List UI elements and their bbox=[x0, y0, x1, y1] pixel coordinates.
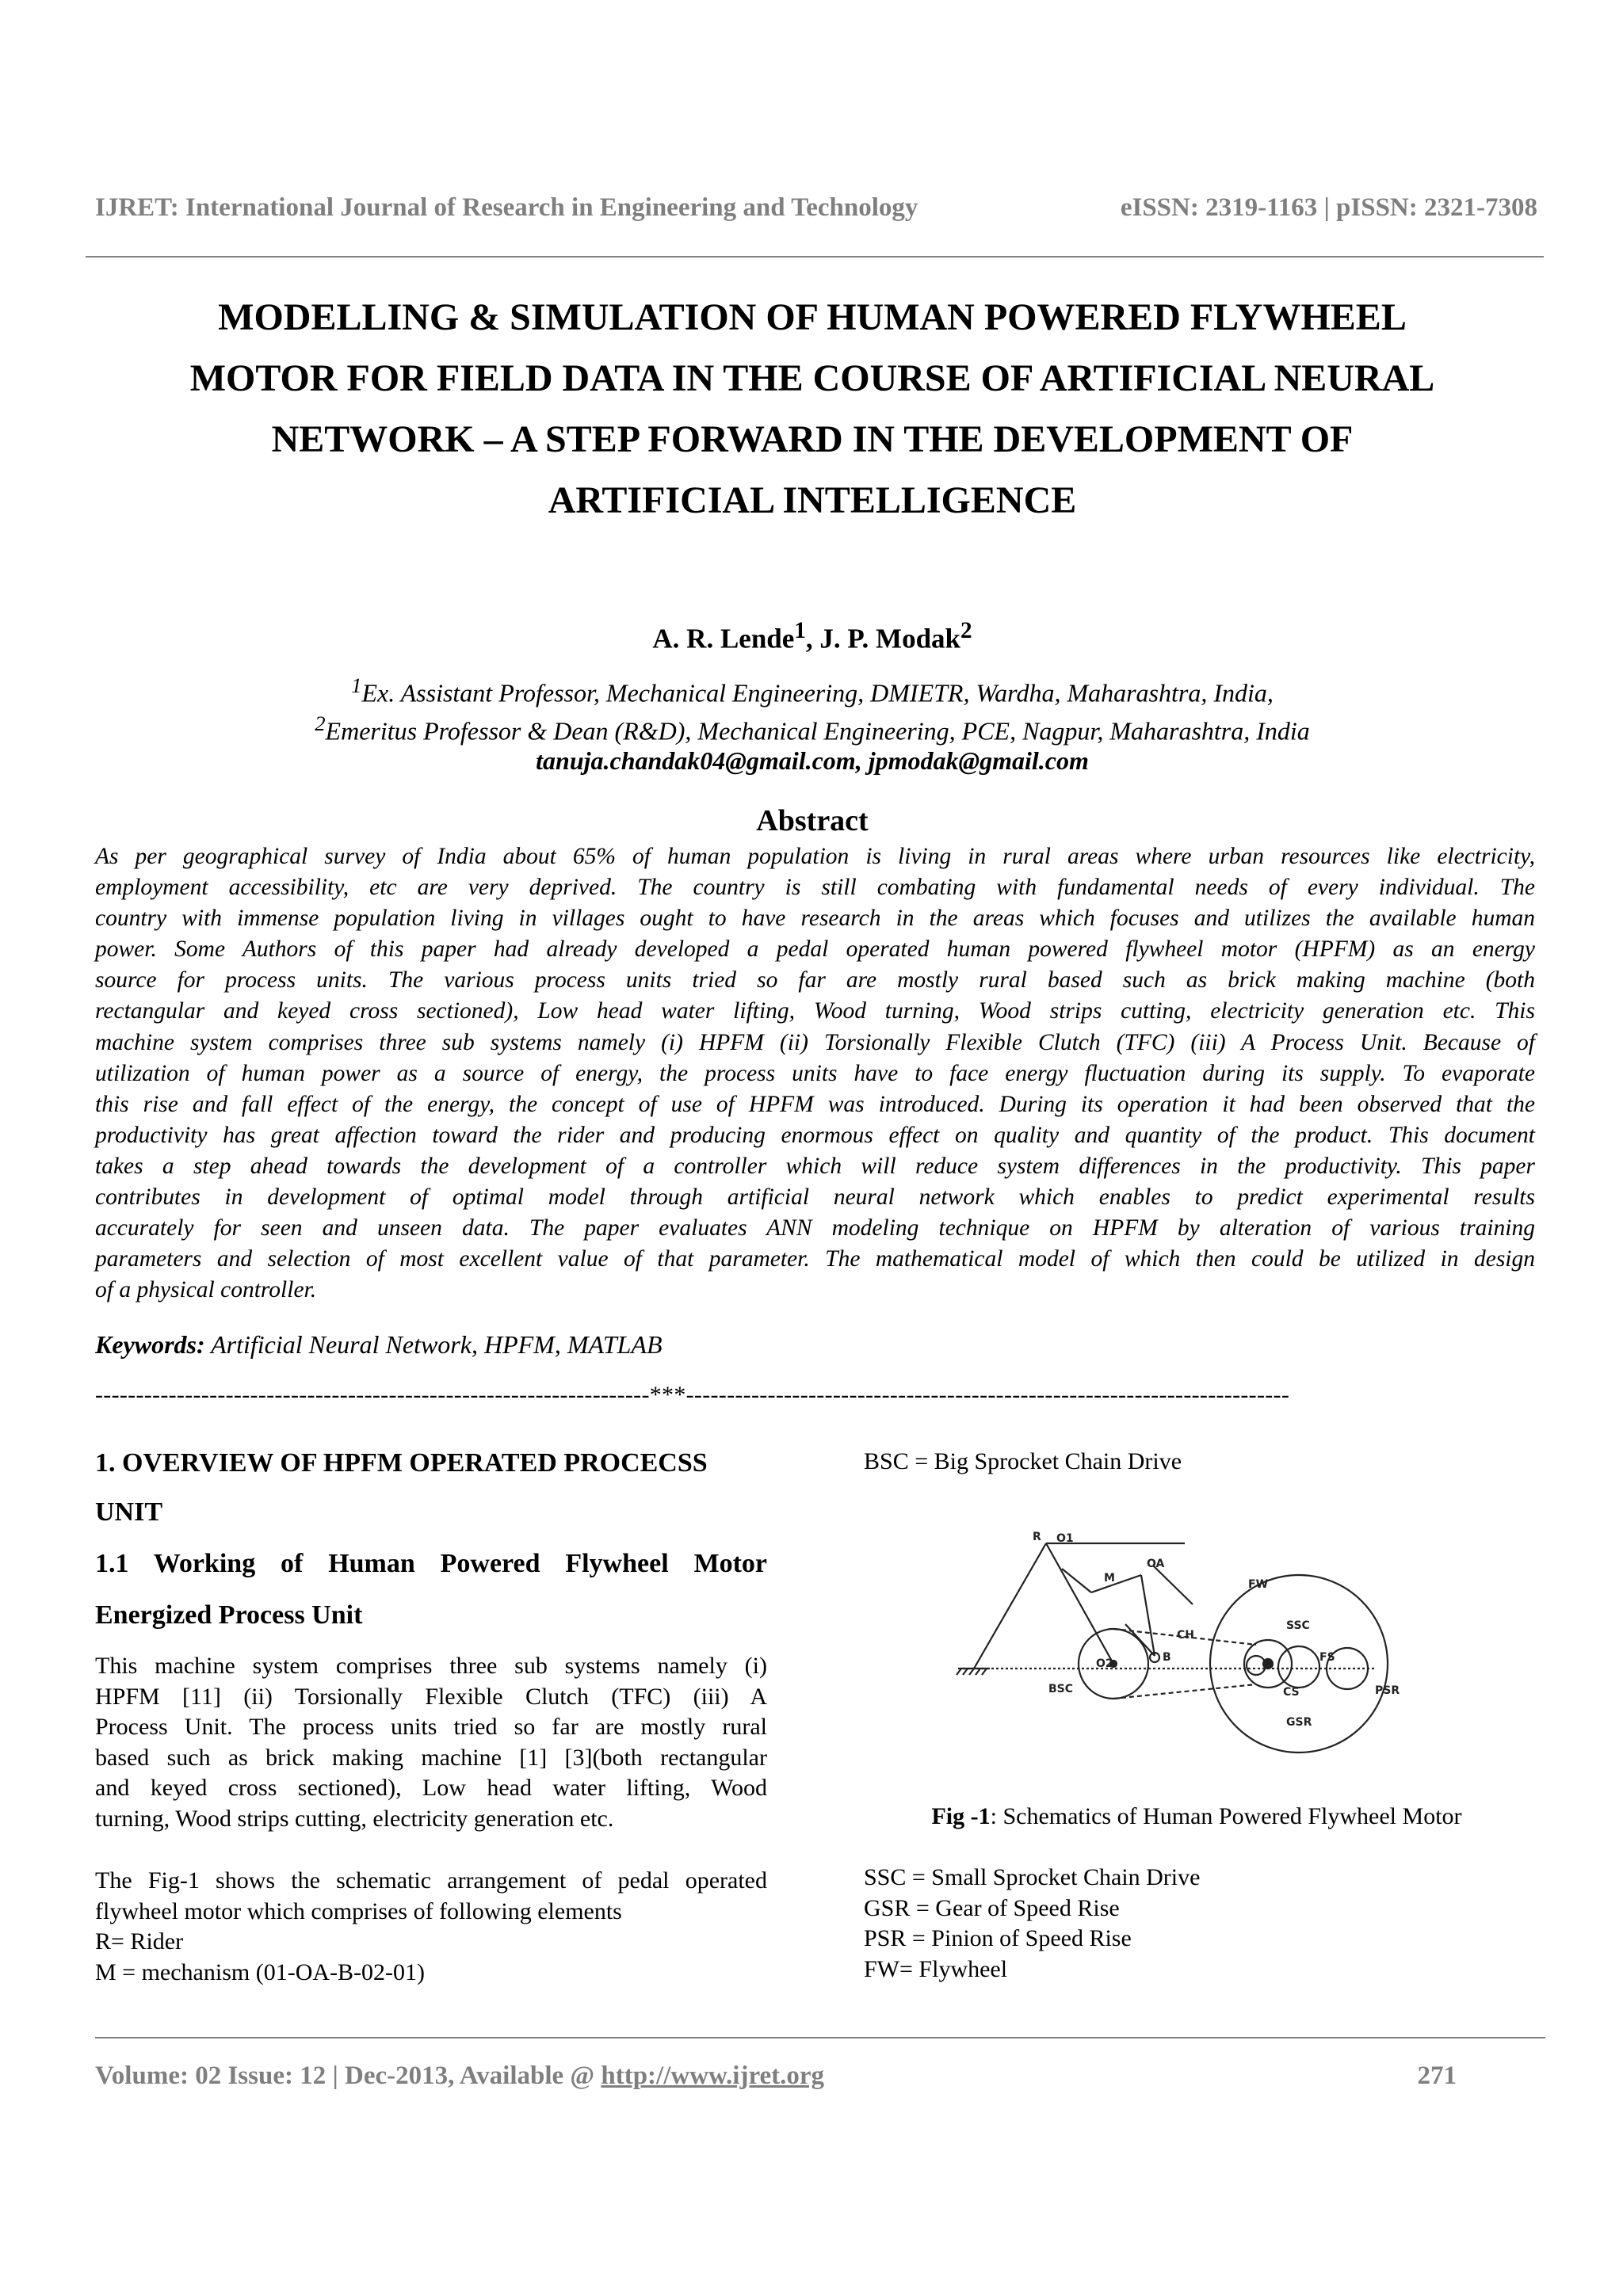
section-heading-cont: UNIT bbox=[95, 1497, 163, 1527]
footer-volume: Volume: 02 Issue: 12 | Dec-2013, Available @ bbox=[95, 2061, 601, 2090]
footer bbox=[95, 2061, 1457, 2091]
header-rule bbox=[86, 256, 1544, 257]
author-name: J. P. Modak bbox=[819, 623, 961, 654]
abstract-heading: Abstract bbox=[756, 804, 869, 837]
bsc-definition: BSC = Big Sprocket Chain Drive bbox=[864, 1448, 1182, 1474]
footer-url-link[interactable]: http://www.ijret.org bbox=[601, 2061, 825, 2090]
paragraph-line: flywheel motor which comprises of following elements bbox=[95, 1897, 622, 1924]
abstract-line: contributes in development of optimal model through artificial neural network which enables to predict experimental results bbox=[95, 1184, 1535, 1211]
author-sup: 2 bbox=[960, 618, 972, 643]
legend-item: FW= Flywheel bbox=[864, 1955, 1008, 1982]
free-sprocket bbox=[1278, 1646, 1319, 1688]
journal-issn: eISSN: 2319-1163 | pISSN: 2321-7308 bbox=[1120, 193, 1537, 222]
paper-title bbox=[87, 287, 1537, 531]
affiliation-line bbox=[87, 670, 1537, 708]
title-line: ARTIFICIAL INTELLIGENCE bbox=[548, 479, 1077, 521]
fig-label-oa: OA bbox=[1147, 1558, 1165, 1570]
ground-hatch bbox=[957, 1669, 990, 1675]
paragraph-line: This machine system comprises three sub systems namely (i) bbox=[95, 1653, 767, 1679]
abstract-line: employment accessibility, etc are very deprived. The country is still combating with fundamental needs of every individual. The bbox=[95, 875, 1535, 901]
affiliation-text: Ex. Assistant Professor, Mechanical Engineering, DMIETR, Wardha, Maharashtra, India, bbox=[361, 678, 1274, 707]
abstract-line: parameters and selection of most excellent value of that parameter. The mathematical model of which then could be utilized in design bbox=[95, 1246, 1535, 1272]
affiliation-sup: 2 bbox=[315, 711, 326, 735]
figure-caption-text: : Schematics of Human Powered Flywheel Motor bbox=[990, 1803, 1462, 1829]
fig-label-bsc: BSC bbox=[1048, 1683, 1074, 1695]
fig-label-r: R bbox=[1033, 1531, 1041, 1543]
paragraph-line: based such as brick making machine [1] [3](both rectangular bbox=[95, 1744, 767, 1771]
frame-member bbox=[1046, 1543, 1113, 1664]
authors bbox=[87, 618, 1537, 655]
paragraph-line: Process Unit. The process units tried so far are mostly rural bbox=[95, 1714, 767, 1740]
abstract-line: accurately for seen and unseen data. The paper evaluates ANN modeling technique on HPFM by alteration of various training bbox=[95, 1215, 1535, 1241]
abstract-line: machine system comprises three sub systems namely (i) HPFM (ii) Torsionally Flexible Clutch (TFC) (iii) A Process Unit. Because of bbox=[95, 1029, 1535, 1055]
keywords-label: Keywords: bbox=[95, 1330, 205, 1359]
fig-label-o1: O1 bbox=[1056, 1532, 1074, 1545]
frame-member bbox=[974, 1543, 1046, 1669]
author-sup: 1 bbox=[794, 618, 806, 643]
section-heading: 1. OVERVIEW OF HPFM OPERATED PROCECSS bbox=[95, 1448, 708, 1478]
subsection-heading-cont: Energized Process Unit bbox=[95, 1600, 363, 1630]
abstract-line: country with immense population living in villages ought to have research in the areas which focuses and utilizes the available human bbox=[95, 906, 1535, 932]
fig-label-ch: CH bbox=[1177, 1629, 1194, 1642]
abstract-line: this rise and fall effect of the energy, the concept of use of HPFM was introduced. During its operation it had been observed that the bbox=[95, 1091, 1535, 1117]
body-paragraph bbox=[95, 1866, 767, 1988]
journal-name: IJRET: International Journal of Research in Engineering and Technology bbox=[95, 193, 918, 222]
mechanism-link bbox=[1091, 1575, 1141, 1592]
author-separator: , bbox=[805, 623, 820, 654]
legend-item: SSC = Small Sprocket Chain Drive bbox=[864, 1864, 1201, 1890]
figure-caption bbox=[864, 1803, 1529, 1830]
fig-label-fw: FW bbox=[1248, 1578, 1269, 1591]
abstract-line: takes a step ahead towards the development of a controller which will reduce system differences in the productivity. This paper bbox=[95, 1153, 1535, 1179]
legend-item: PSR = Pinion of Speed Rise bbox=[864, 1925, 1132, 1951]
fig-label-o2: O2 bbox=[1096, 1657, 1113, 1670]
abstract-line: source for process units. The various process units tried so far are mostly rural based such as brick making machine (both bbox=[95, 967, 1535, 994]
abstract-body bbox=[95, 841, 1535, 1306]
paragraph-line: The Fig-1 shows the schematic arrangement of pedal operated bbox=[95, 1867, 767, 1894]
affiliation-text: Emeritus Professor & Dean (R&D), Mechanical Engineering, PCE, Nagpur, Maharashtra, India bbox=[325, 716, 1310, 746]
abstract-line: productivity has great affection toward the rider and producing enormous effect on quality and quantity of the product. This document bbox=[95, 1122, 1535, 1148]
title-line: MOTOR FOR FIELD DATA IN THE COURSE OF ARTIFICIAL NEURAL bbox=[189, 357, 1435, 399]
figure-caption-label: Fig -1 bbox=[931, 1803, 991, 1829]
running-head bbox=[95, 193, 1537, 233]
figure-legend bbox=[864, 1863, 1529, 1985]
affiliations bbox=[87, 670, 1537, 776]
paragraph-line: and keyed cross sectioned), Low head water lifting, Wood bbox=[95, 1775, 767, 1801]
fig-label-gsr: GSR bbox=[1286, 1716, 1312, 1729]
paragraph-line: M = mechanism (01-OA-B-02-01) bbox=[95, 1958, 426, 1985]
fig-label-m: M bbox=[1104, 1572, 1115, 1585]
fig-label-fs: FS bbox=[1319, 1651, 1335, 1664]
keywords-text: Artificial Neural Network, HPFM, MATLAB bbox=[204, 1330, 663, 1359]
fig-label-psr: PSR bbox=[1375, 1684, 1400, 1697]
title-line: NETWORK – A STEP FORWARD IN THE DEVELOPMENT OF bbox=[271, 418, 1354, 460]
abstract-line: of a physical controller. bbox=[95, 1277, 317, 1303]
abstract-line: rectangular and keyed cross sectioned), Low head water lifting, Wood turning, Wood strips cutting, electricity generation etc. This bbox=[95, 998, 1535, 1024]
abstract-line: utilization of human power as a source of energy, the process units have to face energy fluctuation during its supply. To evaporate bbox=[95, 1060, 1535, 1086]
mechanism-link bbox=[1153, 1566, 1193, 1604]
fig-label-b: B bbox=[1163, 1651, 1171, 1664]
title-line: MODELLING & SIMULATION OF HUMAN POWERED FLYWHEEL bbox=[218, 296, 1407, 338]
paragraph-line: R= Rider bbox=[95, 1928, 184, 1955]
keywords bbox=[95, 1330, 663, 1360]
paragraph-line: turning, Wood strips cutting, electricity generation etc. bbox=[95, 1805, 614, 1832]
abstract-line: power. Some Authors of this paper had already developed a pedal operated human powered flywheel motor (HPFM) as an energy bbox=[95, 936, 1535, 963]
author-emails: tanuja.chandak04@gmail.com, jpmodak@gmail.com bbox=[536, 746, 1089, 776]
section-divider: --------------------------------------------------------------------***-------------------------------------------------------------------------- bbox=[95, 1382, 1290, 1408]
abstract-line: As per geographical survey of India about 65% of human population is living in rural areas where urban resources like electricity, bbox=[95, 844, 1535, 869]
footer-rule bbox=[95, 2037, 1545, 2039]
paragraph-line: HPFM [11] (ii) Torsionally Flexible Clutch (TFC) (iii) A bbox=[95, 1683, 767, 1710]
legend-item: GSR = Gear of Speed Rise bbox=[864, 1894, 1120, 1921]
hpfm-schematic-figure bbox=[947, 1505, 1470, 1806]
body-paragraph bbox=[95, 1651, 767, 1834]
fig-label-cs: CS bbox=[1283, 1686, 1300, 1699]
affiliation-sup: 1 bbox=[351, 673, 362, 697]
author-name: A. R. Lende bbox=[652, 623, 795, 654]
fig-label-ssc: SSC bbox=[1286, 1619, 1310, 1632]
subsection-heading: 1.1 Working of Human Powered Flywheel Motor bbox=[95, 1549, 767, 1578]
page-number: 271 bbox=[1417, 2061, 1457, 2090]
affiliation-line bbox=[87, 708, 1537, 746]
